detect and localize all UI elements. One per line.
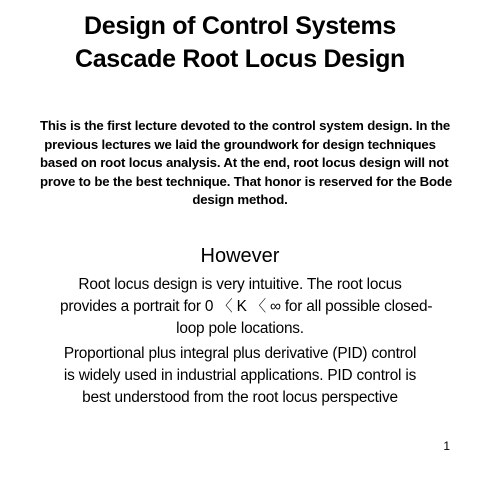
paragraph-line: provides a portrait for 0 〈 K 〈 ∞ for all possible closed- bbox=[60, 298, 433, 315]
intro-paragraph bbox=[40, 117, 453, 210]
root-locus-paragraph bbox=[60, 274, 433, 340]
title-line-2: Cascade Root Locus Design bbox=[74, 45, 406, 73]
paragraph-line: is widely used in industrial applications. PID control is bbox=[63, 367, 417, 384]
intro-line: design method. bbox=[192, 192, 288, 207]
intro-line: prove to be the best technique. That honor is reserved for the Bode bbox=[40, 173, 453, 189]
paragraph-line: Root locus design is very intuitive. The root locus bbox=[78, 276, 402, 293]
intro-line: This is the first lecture devoted to the control system design. In the bbox=[40, 118, 451, 133]
intro-line: previous lectures we laid the groundwork for design techniques bbox=[44, 136, 436, 152]
subheading: However bbox=[200, 245, 280, 267]
intro-line: based on root locus analysis. At the end, root locus design will not bbox=[40, 155, 449, 170]
slide-title bbox=[0, 10, 480, 76]
paragraph-line: best understood from the root locus perspective bbox=[82, 389, 398, 406]
page-number: 1 bbox=[443, 439, 450, 453]
paragraph-line: Proportional plus integral plus derivative (PID) control bbox=[63, 345, 417, 362]
paragraph-line: loop pole locations. bbox=[176, 320, 304, 337]
title-line-1: Design of Control Systems bbox=[84, 12, 396, 40]
pid-paragraph bbox=[60, 343, 420, 409]
